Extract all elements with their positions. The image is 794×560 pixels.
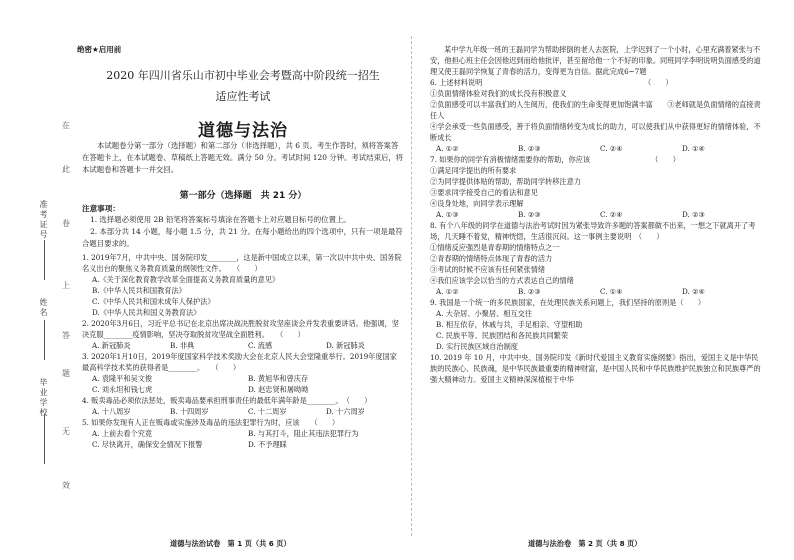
q8-option-a: A. ①②	[436, 287, 459, 297]
q1-option-b: B.《中华人民共和国教育法》	[92, 286, 186, 296]
q5-options-cd	[82, 439, 404, 450]
q4-stem: 4. 贩卖毒品必须依法惩处，贩卖毒品要承担刑事责任的最低年满年龄是________。 （ ）	[82, 396, 372, 406]
q6-option-d: D. ①④	[682, 144, 705, 154]
q8-statement-1: ①情绪反应强烈是青春期的情绪特点之一	[430, 243, 560, 253]
q1-option-c: C.《中华人民共和国未成年人保护法》	[92, 297, 215, 307]
q5-options-ab	[82, 428, 404, 439]
q3-option-d: D. 赵忠贤和屠呦呦	[248, 385, 309, 395]
q3-option-a: A. 袁隆平和吴文俊	[92, 374, 153, 384]
q8-option-b: B. ②③	[518, 287, 541, 297]
q7-statement-1: ①满足同学提出的所有要求	[430, 166, 517, 176]
q8-option-c: C. ①④	[600, 287, 623, 297]
q3-option-b: B. 黄旭华和曾庆存	[248, 374, 309, 384]
q6-options	[430, 143, 764, 154]
q5-stem: 5. 如果你发现有人正在贩毒或实施涉及毒品的违法犯罪行为时，应该 （ ）	[82, 418, 340, 428]
q5-option-a: A. 上前去看个究竟	[92, 429, 153, 439]
q6-statement-1: ①负面情绪体验对我们的成长没有积极意义	[430, 89, 567, 99]
q4-option-d: D. 十六周岁	[326, 407, 365, 417]
q7-option-c: C. ②④	[600, 210, 623, 220]
q8-stem: 8. 有个八年级的同学在道德与法治考试时因为紧张导致许多题的答案都做不出来，一想之下就离开了考场，几天睡不着觉，精神恍惚，生活很沉闷。这一事例主要说明 （ ）	[430, 221, 756, 242]
q7-stem: 7. 如果你的同学有消极情绪需要你的帮助，你应该 （ ）	[430, 155, 680, 165]
q7-statement-3: ③要求同学接受自己的看法和意见	[430, 188, 538, 198]
q9-option-a: A. 大杂居、小聚居、相互交往	[436, 309, 533, 319]
material-passage: 某中学九年级一班的王磊同学为帮助摔倒的老人去医院，上学迟到了一个小时，心里充满着紧张与不安，他担心班主任会因他迟到而给他批评，甚至留给他一个不好的印象。同班同学李明说明负面感受的道理又使王磊同学恢复了青春的活力，变得更为自信。据此完成6~7题	[430, 45, 761, 77]
left-questions	[82, 252, 404, 450]
q1-option-a: A.《关于深化教育教学改革全面提高义务教育质量的意见》	[92, 275, 280, 285]
name-label: 姓名	[39, 298, 48, 318]
q6-statement-4: ④学会承受一些负面感受，善于将负面情绪转变为成长的助力，可以使我们从中获得更好的情绪体验，不断成长	[430, 122, 761, 143]
name-line	[44, 320, 45, 360]
q9-option-b: B. 相互依存，休戚与共，手足相亲、守望相助	[436, 320, 583, 330]
seal-char: 效	[62, 481, 70, 490]
q4-option-b: B. 十四周岁	[170, 407, 209, 417]
notice-heading: 注意事项：	[82, 204, 120, 213]
secret-header: 绝密★启用前	[77, 45, 122, 54]
seal-char: 题	[62, 369, 70, 378]
q7-statement-2: ②为同学提供体贴的帮助，帮助同学转移注意力	[430, 177, 581, 187]
q7-option-b: B. ②③	[518, 210, 541, 220]
seal-char: 上	[62, 281, 70, 290]
q8-statement-4: ④我们应该学会以恰当的方式表达自己的情绪	[430, 276, 574, 286]
seal-notice	[62, 120, 72, 520]
q5-option-b: B. 与其打斗，阻止其违法犯罪行为	[248, 429, 359, 439]
q5-option-c: C. 尽快离开，确保安全情况下报警	[92, 440, 203, 450]
footer-left: 道德与法治试卷 第 1 页（共 6 页）	[170, 539, 291, 548]
exam-title-line1: 2020 年四川省乐山市初中毕业会考暨高中阶段统一招生	[106, 69, 380, 82]
q2-option-a: A. 新冠肺炎	[92, 341, 131, 351]
school-label: 毕业学校	[39, 378, 48, 418]
q7-statement-4: ④设身处地，向同学表示理解	[430, 199, 524, 209]
q2-option-b: B. 非典	[170, 341, 195, 351]
q9-option-c: C. 民族平等、民族团结和各民族共同繁荣	[436, 331, 569, 341]
part1-title: 第一部分（选择题 共 21 分）	[179, 191, 307, 201]
q2-option-d: D. 新冠肺炎	[326, 341, 365, 351]
q6-statement-2: ②负面感受可以丰富我们的人生阅历，使我们的生命变得更加饱满丰富 ③老师就是负面情绪的直接责任人	[430, 100, 761, 121]
q6-option-c: C. ②④	[600, 144, 623, 154]
subject-title: 道德与法治	[198, 121, 288, 141]
q9-stem: 9. 我国是一个统一的多民族国家，在处理民族关系问题上，我们坚持的原则是（ ）	[430, 298, 706, 308]
seal-char: 无	[62, 427, 70, 436]
notice-item: 1. 选择题必须使用 2B 铅笔将答案标号填涂在答题卡上对应题目标号的位置上。	[90, 215, 351, 224]
q4-options	[82, 406, 404, 417]
q7-options	[430, 209, 764, 220]
q6-stem: 6. 上述材料说明 （ ）	[430, 78, 673, 88]
q8-statement-3: ③考试的时候不应该有任何紧张情绪	[430, 265, 546, 275]
exam-number-line	[44, 240, 45, 280]
q1-option-d: D.《中华人民共和国义务教育法》	[92, 308, 201, 318]
q3-stem: 3. 2020年1月10日，2019年度国家科学技术奖励大会在北京人民大会堂隆重举行。2019年度国家最高科学技术奖的获得者是________。 （ ）	[82, 352, 397, 373]
q3-options-cd	[82, 384, 404, 395]
exam-number-label: 准考证号	[39, 200, 48, 240]
seal-char: 此	[62, 165, 70, 174]
seal-char: 答	[62, 331, 70, 340]
exam-intro: 本试题卷分第一部分（选择题）和第二部分（非选择题），共 6 页。考生作答时，须将答案答在答题卡上，在本试题卷、草稿纸上答题无效。满分 50 分。考试时间 120 分钟。考试结束后，将本试题卷和答题卡一并交回。	[82, 141, 404, 175]
q9-option-d: D. 实行民族区域自治制度	[436, 342, 518, 352]
q2-option-c: C. 流感	[248, 341, 273, 351]
q2-stem: 2. 2020年3月6日，习近平总书记在北京出席决战决胜脱贫攻坚座谈会并发表重要讲话。他强调，坚决克服________疫情影响，坚决夺取脱贫攻坚战全面胜利。 （ ）	[82, 319, 399, 340]
exam-title	[82, 66, 404, 108]
q2-options	[82, 340, 404, 351]
q8-option-d: D. ②④	[682, 287, 705, 297]
page-divider	[411, 36, 412, 536]
q1-stem: 1. 2019年7月，中共中央、国务院印发________，这是新中国成立以来，第一次以中共中央、国务院名义出台的聚焦义务教育质量的纲领性文件。 （ ）	[82, 253, 402, 274]
notice-list	[82, 214, 404, 250]
q7-option-d: D. ②③	[682, 210, 705, 220]
notice-item: 2. 本部分共 14 小题，每小题 1.5 分，共 21 分。在每小题给出的四个选项中，只有一项是最符合题目要求的。	[82, 226, 403, 248]
q10-stem: 10. 2019 年 10 月，中共中央、国务院印发《新时代爱国主义教育实施纲要》指出，爱国主义是中华民族的民族心、民族魂，是中华民族最重要的精神财富，是中国人民和中华民族维护民族独立和民族尊严的强大精神动力。爱国主义精神深深植根于中华	[430, 353, 761, 385]
q4-option-c: C. 十二周岁	[248, 407, 287, 417]
school-line	[44, 414, 45, 464]
right-questions	[430, 44, 764, 385]
q8-options	[430, 286, 764, 297]
q4-option-a: A. 十八周岁	[92, 407, 131, 417]
exam-title-line2: 适应性考试	[215, 89, 271, 103]
q8-statement-2: ②青春期的情绪特点体现了青春的活力	[430, 254, 553, 264]
footer-right: 道德与法治卷 第 2 页（共 8 页）	[528, 539, 642, 548]
q3-option-c: C. 刘永坦和钱七虎	[92, 385, 153, 395]
q6-option-a: A. ①②	[436, 144, 459, 154]
seal-char: 卷	[62, 219, 70, 228]
q3-options-ab	[82, 373, 404, 384]
q6-option-b: B. ②③	[518, 144, 541, 154]
q5-option-d: D. 不予理睬	[248, 440, 287, 450]
seal-char: 在	[62, 121, 70, 130]
q7-option-a: A. ①③	[436, 210, 459, 220]
